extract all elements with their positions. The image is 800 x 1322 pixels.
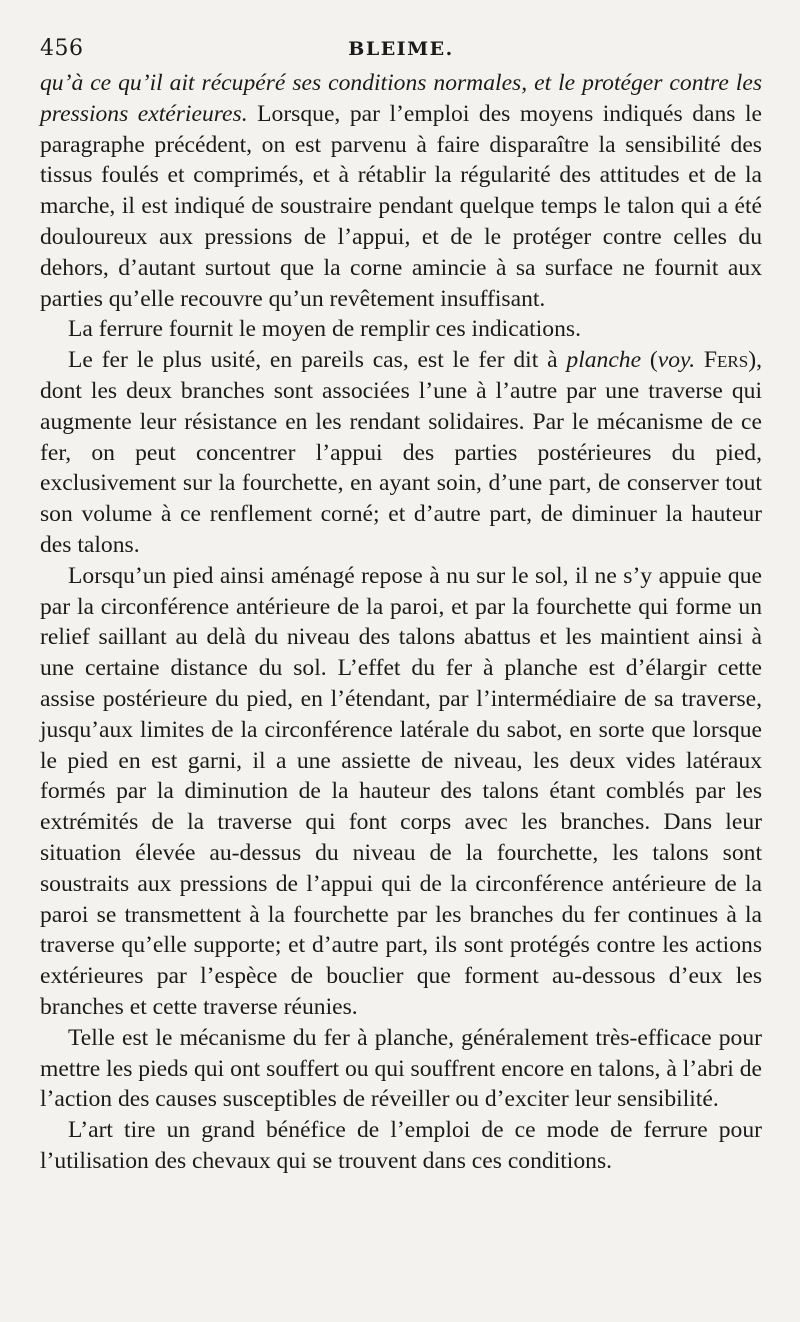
paragraph-text: Lorsque, par l’emploi des moyens indiqués dans le paragraphe précédent, on est parvenu à faire disparaître la sensibilité des tissus foulés et comprimés, et à rétablir la régularité des attitudes et de la marche, il est indiqué de soustraire pendant quelque temps le talon qui a été douloureux aux pressions de l’appui, et de le protéger contre celles du dehors, d’autant surtout que la corne amincie à sa surface ne fournit aux parties qu’elle recouvre qu’un revêtement insuffisant. — [40, 100, 762, 312]
paragraph-text: L’art tire un grand bénéfice de l’emploi de ce mode de ferrure pour l’utilisation des chevaux qui se trouvent dans ces conditions. — [40, 1117, 762, 1174]
paragraph-1 — [40, 68, 762, 314]
italic-term: planche — [566, 347, 642, 374]
paragraph-3 — [40, 345, 762, 561]
paragraph-text: Lorsqu’un pied ainsi aménagé repose à nu sur le sol, il ne s’y appuie que par la circonférence antérieure de la paroi, et par la fourchette qui forme un relief saillant au delà du niveau des talons abattus et les maintient ainsi à une certaine distance du sol. L’effet du fer à planche est d’élargir cette assise postérieure du pied, en l’étendant, par l’intermédiaire de sa traverse, jusqu’aux limites de la circonférence latérale du sabot, en sorte que lorsque le pied en est garni, il a une assiette de niveau, les deux vides latéraux formés par la diminution de la hauteur des talons étant comblés par les extrémités de la traverse qui font corps avec les branches. Dans leur situation élevée au-dessus du niveau de la fourchette, les talons sont soustraits aux pressions de l’appui qui de la circonférence antérieure de la paroi se transmettent à la fourchette par les branches du fer continues à la traverse qu’elle supporte; et d’autre part, ils sont protégés contre les actions extérieures par l’espèce de bouclier que forment au-dessous d’eux les branches et cette traverse réunies. — [40, 562, 762, 1020]
paragraph-text: La ferrure fournit le moyen de remplir ces indications. — [68, 316, 581, 343]
paragraph-text — [695, 347, 704, 373]
paragraph-text: Telle est le mécanisme du fer à planche, généralement très-efficace pour mettre les pieds qui ont souffert ou qui souffrent encore en talons, à l’abri de l’action des causes susceptibles de réveiller ou d’exciter leur sensibilité. — [40, 1024, 762, 1113]
paragraph-4 — [40, 561, 762, 1023]
body-text — [40, 68, 762, 1177]
paragraph-5 — [40, 1023, 762, 1115]
paragraph-text: ( — [641, 347, 658, 374]
cross-reference: Fers — [703, 347, 749, 374]
paragraph-6 — [40, 1115, 762, 1177]
running-head — [40, 28, 762, 68]
running-title: BLEIME. — [348, 38, 454, 60]
paragraph-text: ), dont les deux branches sont associées l’une à l’autre par une traverse qui augmente leur résistance en les rendant solidaires. Par le mécanisme de ce fer, on peut concentrer l’appui des parties postérieures du pied, exclusivement sur la fourchette, en ayant soin, d’une part, de conserver tout son volume à ce renflement corné; et d’autre part, de diminuer la hauteur des talons. — [40, 347, 762, 558]
page-number: 456 — [40, 36, 84, 61]
paragraph-text: Le fer le plus usité, en pareils cas, est le fer dit à — [68, 347, 567, 374]
paragraph-2 — [40, 314, 762, 345]
italic-reference: voy. — [657, 347, 696, 374]
italic-phrase: qu’à ce qu’il ait récupéré ses conditions normales, et le protéger contre les pressions extérieures. — [40, 70, 762, 127]
